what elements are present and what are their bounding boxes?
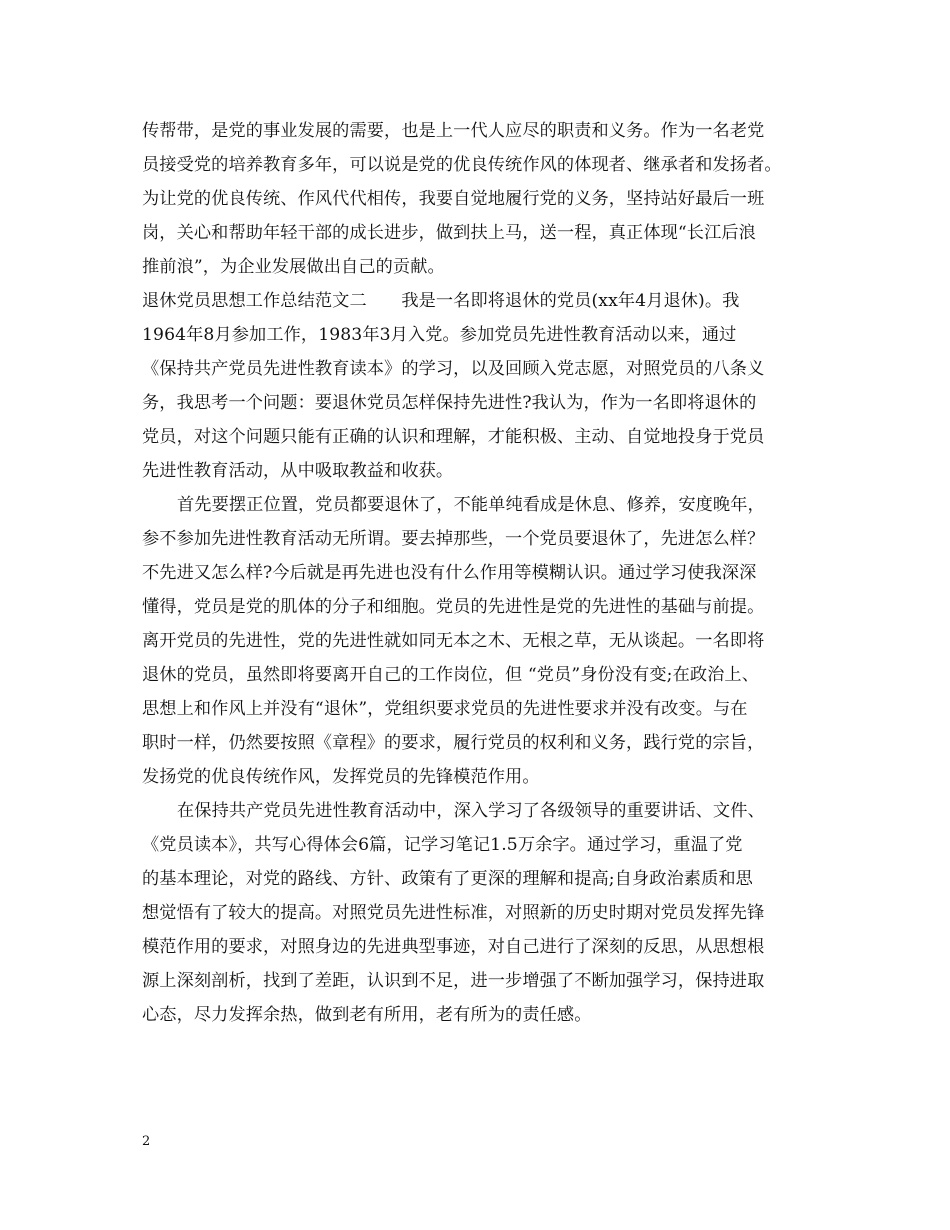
text-line: 源上深刻剖析，找到了差距，认识到不足，进一步增强了不断加强学习，保持进取 xyxy=(142,971,765,991)
text-line: 参不参加先进性教育活动无所谓。要去掉那些，一个党员要退休了，先进怎么样？ xyxy=(142,529,765,549)
text-line: 想觉悟有了较大的提高。对照党员先进性标准，对照新的历史时期对党员发挥先锋 xyxy=(142,903,765,923)
text-line: 思想上和作风上并没有“退休”，党组织要求党员的先进性要求并没有改变。与在 xyxy=(142,699,748,719)
text-line: 离开党员的先进性，党的先进性就如同无本之木、无根之草，无从谈起。一名即将 xyxy=(142,631,765,651)
text-line: 发扬党的优良传统作风，发挥党员的先锋模范作用。 xyxy=(142,767,540,787)
text-line: 心态，尽力发挥余热，做到老有所用，老有所为的责任感。 xyxy=(142,1005,592,1025)
page-number: 2 xyxy=(142,1134,151,1149)
text-line: 务，我思考一个问题：要退休党员怎样保持先进性?我认为，作为一名即将退休的 xyxy=(142,393,757,413)
text-line: 传帮带，是党的事业发展的需要，也是上一代人应尽的职责和义务。作为一名老党 xyxy=(142,121,765,141)
text-line: 不先进又怎么样?今后就是再先进也没有什么作用等模糊认识。通过学习使我深深 xyxy=(142,563,757,583)
text-line: 岗，关心和帮助年轻干部的成长进步，做到扶上马，送一程，真正体现“长江后浪 xyxy=(142,223,756,243)
text-line: 首先要摆正位置，党员都要退休了，不能单纯看成是休息、修养，安度晚年， xyxy=(177,495,765,515)
text-line: 退休的党员，虽然即将要离开自己的工作岗位，但 “党员”身份没有变;在政治上、 xyxy=(142,665,760,685)
text-line: 在保持共产党员先进性教育活动中，深入学习了各级领导的重要讲话、文件、 xyxy=(177,801,765,821)
text-line: 为让党的优良传统、作风代代相传，我要自觉地履行党的义务，坚持站好最后一班 xyxy=(142,189,765,209)
text-line: 党员，对这个问题只能有正确的认识和理解，才能积极、主动、自觉地投身于党员 xyxy=(142,427,765,447)
text-line: 模范作用的要求，对照身边的先进典型事迹，对自己进行了深刻的反思，从思想根 xyxy=(142,937,765,957)
text-line: 的基本理论，对党的路线、方针、政策有了更深的理解和提高;自身政治素质和思 xyxy=(142,869,753,889)
text-line: 退休党员思想工作总结范文二 我是一名即将退休的党员(xx年4月退休)。我 xyxy=(142,291,740,311)
text-line: 员接受党的培养教育多年，可以说是党的优良传统作风的体现者、继承者和发扬者。 xyxy=(142,155,782,175)
text-line: 懂得，党员是党的肌体的分子和细胞。党员的先进性是党的先进性的基础与前提。 xyxy=(142,597,765,617)
text-line: 1964年8月参加工作，1983年3月入党。参加党员先进性教育活动以来，通过 xyxy=(142,325,737,345)
text-line: 推前浪”，为企业发展做出自己的贡献。 xyxy=(142,257,445,277)
body-text xyxy=(142,114,832,1032)
text-line: 职时一样，仍然要按照《章程》的要求，履行党员的权利和义务，践行党的宗旨， xyxy=(142,733,765,753)
text-line: 《党员读本》，共写心得体会6篇，记学习笔记1.5万余字。通过学习，重温了党 xyxy=(142,835,743,855)
text-line: 《保持共产党员先进性教育读本》的学习，以及回顾入党志愿，对照党员的八条义 xyxy=(142,359,765,379)
text-line: 先进性教育活动，从中吸取教益和收获。 xyxy=(142,461,454,481)
